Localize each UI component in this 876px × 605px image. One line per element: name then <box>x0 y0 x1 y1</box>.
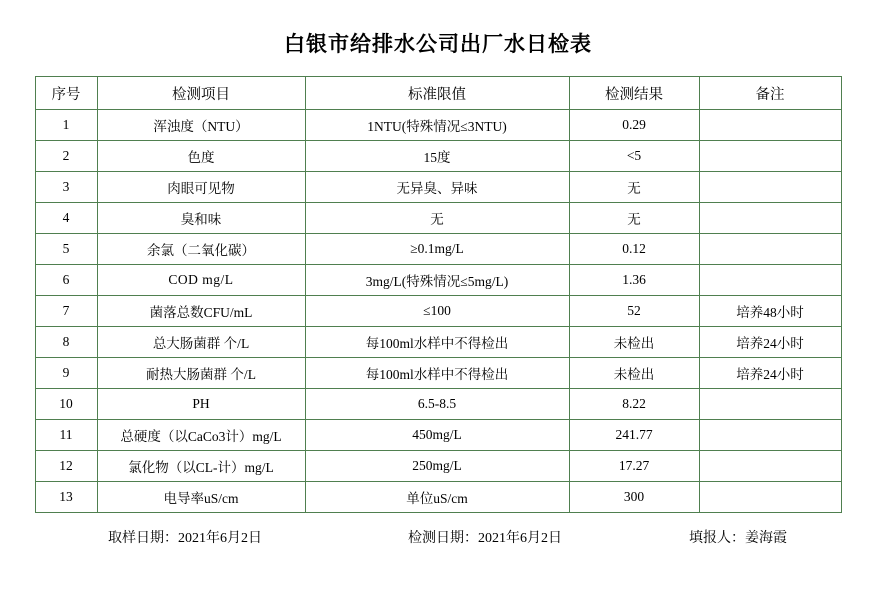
cell-result: 0.12 <box>569 234 699 265</box>
cell-no: 2 <box>35 141 97 172</box>
cell-remark <box>699 389 841 420</box>
cell-result: 无 <box>569 203 699 234</box>
cell-result: 1.36 <box>569 265 699 296</box>
reporter: 填报人：姜海霞 <box>689 531 787 546</box>
cell-limit: 每100ml水样中不得检出 <box>305 358 569 389</box>
cell-no: 7 <box>35 296 97 327</box>
cell-remark <box>699 482 841 513</box>
cell-result: <5 <box>569 141 699 172</box>
cell-limit: 250mg/L <box>305 451 569 482</box>
cell-item: 肉眼可见物 <box>97 172 305 203</box>
cell-item: 总硬度（以CaCo3计）mg/L <box>97 420 305 451</box>
cell-no: 4 <box>35 203 97 234</box>
water-quality-table <box>35 76 842 513</box>
cell-item: 氯化物（以CL-计）mg/L <box>97 451 305 482</box>
table-header <box>35 77 841 110</box>
cell-limit: 6.5-8.5 <box>305 389 569 420</box>
table-row <box>35 358 841 389</box>
table-row <box>35 141 841 172</box>
cell-limit: 1NTU(特殊情况≤3NTU) <box>305 110 569 141</box>
cell-remark <box>699 420 841 451</box>
cell-remark <box>699 172 841 203</box>
table-row <box>35 203 841 234</box>
cell-no: 8 <box>35 327 97 358</box>
cell-remark <box>699 451 841 482</box>
table-header-row <box>35 77 841 110</box>
cell-limit: 无异臭、异味 <box>305 172 569 203</box>
cell-limit: 无 <box>305 203 569 234</box>
cell-item: 菌落总数CFU/mL <box>97 296 305 327</box>
cell-item: 耐热大肠菌群 个/L <box>97 358 305 389</box>
cell-limit: 450mg/L <box>305 420 569 451</box>
cell-limit: ≤100 <box>305 296 569 327</box>
sampling-date: 取样日期：2021年6月2日 <box>108 531 262 546</box>
table-row <box>35 389 841 420</box>
column-header-no: 序号 <box>35 77 97 110</box>
table-row <box>35 451 841 482</box>
cell-item: 色度 <box>97 141 305 172</box>
table-row <box>35 296 841 327</box>
table-row <box>35 172 841 203</box>
table-body <box>35 110 841 513</box>
cell-item: 电导率uS/cm <box>97 482 305 513</box>
column-header-result: 检测结果 <box>569 77 699 110</box>
cell-remark: 培养48小时 <box>699 296 841 327</box>
cell-no: 3 <box>35 172 97 203</box>
table-row <box>35 265 841 296</box>
table-row <box>35 234 841 265</box>
cell-no: 1 <box>35 110 97 141</box>
cell-result: 8.22 <box>569 389 699 420</box>
cell-no: 10 <box>35 389 97 420</box>
cell-item: 臭和味 <box>97 203 305 234</box>
cell-no: 13 <box>35 482 97 513</box>
cell-item: 余氯（二氧化碳） <box>97 234 305 265</box>
cell-result: 0.29 <box>569 110 699 141</box>
footer <box>35 513 841 547</box>
cell-result: 未检出 <box>569 358 699 389</box>
cell-result: 52 <box>569 296 699 327</box>
cell-limit: 单位uS/cm <box>305 482 569 513</box>
cell-item: 浑浊度（NTU） <box>97 110 305 141</box>
cell-no: 11 <box>35 420 97 451</box>
cell-remark: 培养24小时 <box>699 327 841 358</box>
cell-remark <box>699 234 841 265</box>
cell-remark <box>699 141 841 172</box>
cell-result: 未检出 <box>569 327 699 358</box>
table-row <box>35 327 841 358</box>
column-header-item: 检测项目 <box>97 77 305 110</box>
table-row <box>35 420 841 451</box>
cell-limit: ≥0.1mg/L <box>305 234 569 265</box>
cell-item: 总大肠菌群 个/L <box>97 327 305 358</box>
cell-limit: 15度 <box>305 141 569 172</box>
cell-limit: 每100ml水样中不得检出 <box>305 327 569 358</box>
cell-remark <box>699 265 841 296</box>
cell-no: 12 <box>35 451 97 482</box>
test-date: 检测日期：2021年6月2日 <box>408 531 562 546</box>
cell-no: 5 <box>35 234 97 265</box>
column-header-limit: 标准限值 <box>305 77 569 110</box>
cell-remark <box>699 110 841 141</box>
cell-no: 9 <box>35 358 97 389</box>
cell-item: PH <box>97 389 305 420</box>
cell-result: 无 <box>569 172 699 203</box>
cell-remark: 培养24小时 <box>699 358 841 389</box>
page-title: 白银市给排水公司出厂水日检表 <box>284 32 592 56</box>
cell-remark <box>699 203 841 234</box>
table-row <box>35 110 841 141</box>
cell-result: 300 <box>569 482 699 513</box>
cell-no: 6 <box>35 265 97 296</box>
cell-limit: 3mg/L(特殊情况≤5mg/L) <box>305 265 569 296</box>
table-row <box>35 482 841 513</box>
cell-item: COD mg/L <box>97 265 305 296</box>
cell-result: 17.27 <box>569 451 699 482</box>
column-header-remark: 备注 <box>699 77 841 110</box>
cell-result: 241.77 <box>569 420 699 451</box>
